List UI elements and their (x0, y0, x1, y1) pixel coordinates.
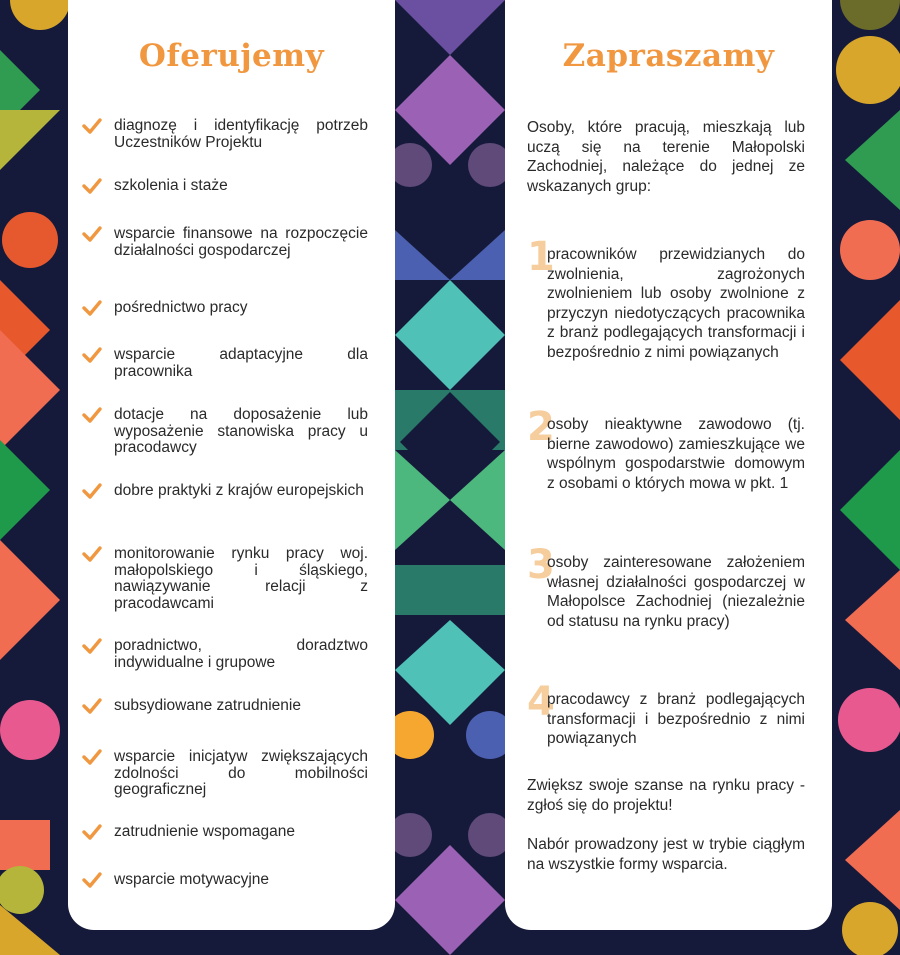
offer-item-text: dotacje na doposażenie lub wyposażenie stanowiska pracy u pracodawcy (114, 406, 368, 456)
offer-item-text: zatrudnienie wspomagane (114, 823, 295, 840)
offer-heading: Oferujemy (138, 38, 325, 74)
group-text: osoby zainteresowane założeniem własnej działalności gospodarczej w Małopolsce Zachodniej (niezależnie od statusu na rynku pracy) (547, 554, 805, 630)
invite-card (505, 0, 832, 930)
checkmark-icon (82, 226, 102, 242)
checkmark-icon (82, 698, 102, 714)
checkmark-icon (82, 872, 102, 888)
offer-item-text: monitorowanie rynku pracy woj. małopolskiego i śląskiego, nawiązywanie relacji z pracodawcami (114, 545, 368, 612)
offer-list (68, 0, 395, 930)
group-number: 2 (527, 404, 555, 450)
offer-item-text: diagnozę i identyfikację potrzeb Uczestników Projektu (114, 117, 368, 151)
invite-intro: Osoby, które pracują, mieszkają lub uczą się na terenie Małopolski Zachodniej, należące do jednej ze wskazanych grup: (527, 119, 805, 195)
checkmark-icon (82, 347, 102, 363)
checkmark-icon (82, 546, 102, 562)
group-text: pracowników przewidzianych do zwolnienia, zagrożonych zwolnieniem lub osoby zwolnione z przyczyn niedotyczących pracownika z branż podlegających transformacji i bezpośrednio z nimi powiązanych (547, 246, 805, 361)
offer-item-text: wsparcie inicjatyw zwiększających zdolności do mobilności geograficznej (114, 748, 368, 798)
checkmark-icon (82, 824, 102, 840)
checkmark-icon (82, 638, 102, 654)
offer-card (68, 0, 395, 930)
offer-item-text: dobre praktyki z krajów europejskich (114, 482, 364, 499)
recruitment-text: Nabór prowadzony jest w trybie ciągłym na wszystkie formy wsparcia. (527, 836, 805, 873)
group-text: osoby nieaktywne zawodowo (tj. bierne zawodowo) zamieszkujące we wspólnym gospodarstwie domowym z osobami o których mowa w pkt. 1 (547, 416, 805, 492)
group-number: 4 (527, 679, 555, 725)
offer-item-text: subsydiowane zatrudnienie (114, 697, 301, 714)
offer-item-text: wsparcie finansowe na rozpoczęcie działalności gospodarczej (114, 225, 368, 259)
checkmark-icon (82, 407, 102, 423)
invite-heading: Zapraszamy (562, 38, 775, 74)
checkmark-icon (82, 118, 102, 134)
checkmark-icon (82, 483, 102, 499)
group-text: pracodawcy z branż podlegających transformacji i bezpośrednio z nimi powiązanych (547, 691, 805, 747)
offer-item-text: szkolenia i staże (114, 177, 228, 194)
closing-text: Zwiększ swoje szanse na rynku pracy - zgłoś się do projektu! (527, 777, 805, 814)
offer-item-text: poradnictwo, doradztwo indywidualne i grupowe (114, 637, 368, 671)
checkmark-icon (82, 178, 102, 194)
group-number: 1 (527, 234, 555, 280)
checkmark-icon (82, 300, 102, 316)
offer-item-text: wsparcie motywacyjne (114, 871, 270, 888)
checkmark-icon (82, 749, 102, 765)
group-number: 3 (527, 542, 555, 588)
offer-item-text: pośrednictwo pracy (114, 299, 248, 316)
offer-item-text: wsparcie adaptacyjne dla pracownika (114, 346, 368, 380)
